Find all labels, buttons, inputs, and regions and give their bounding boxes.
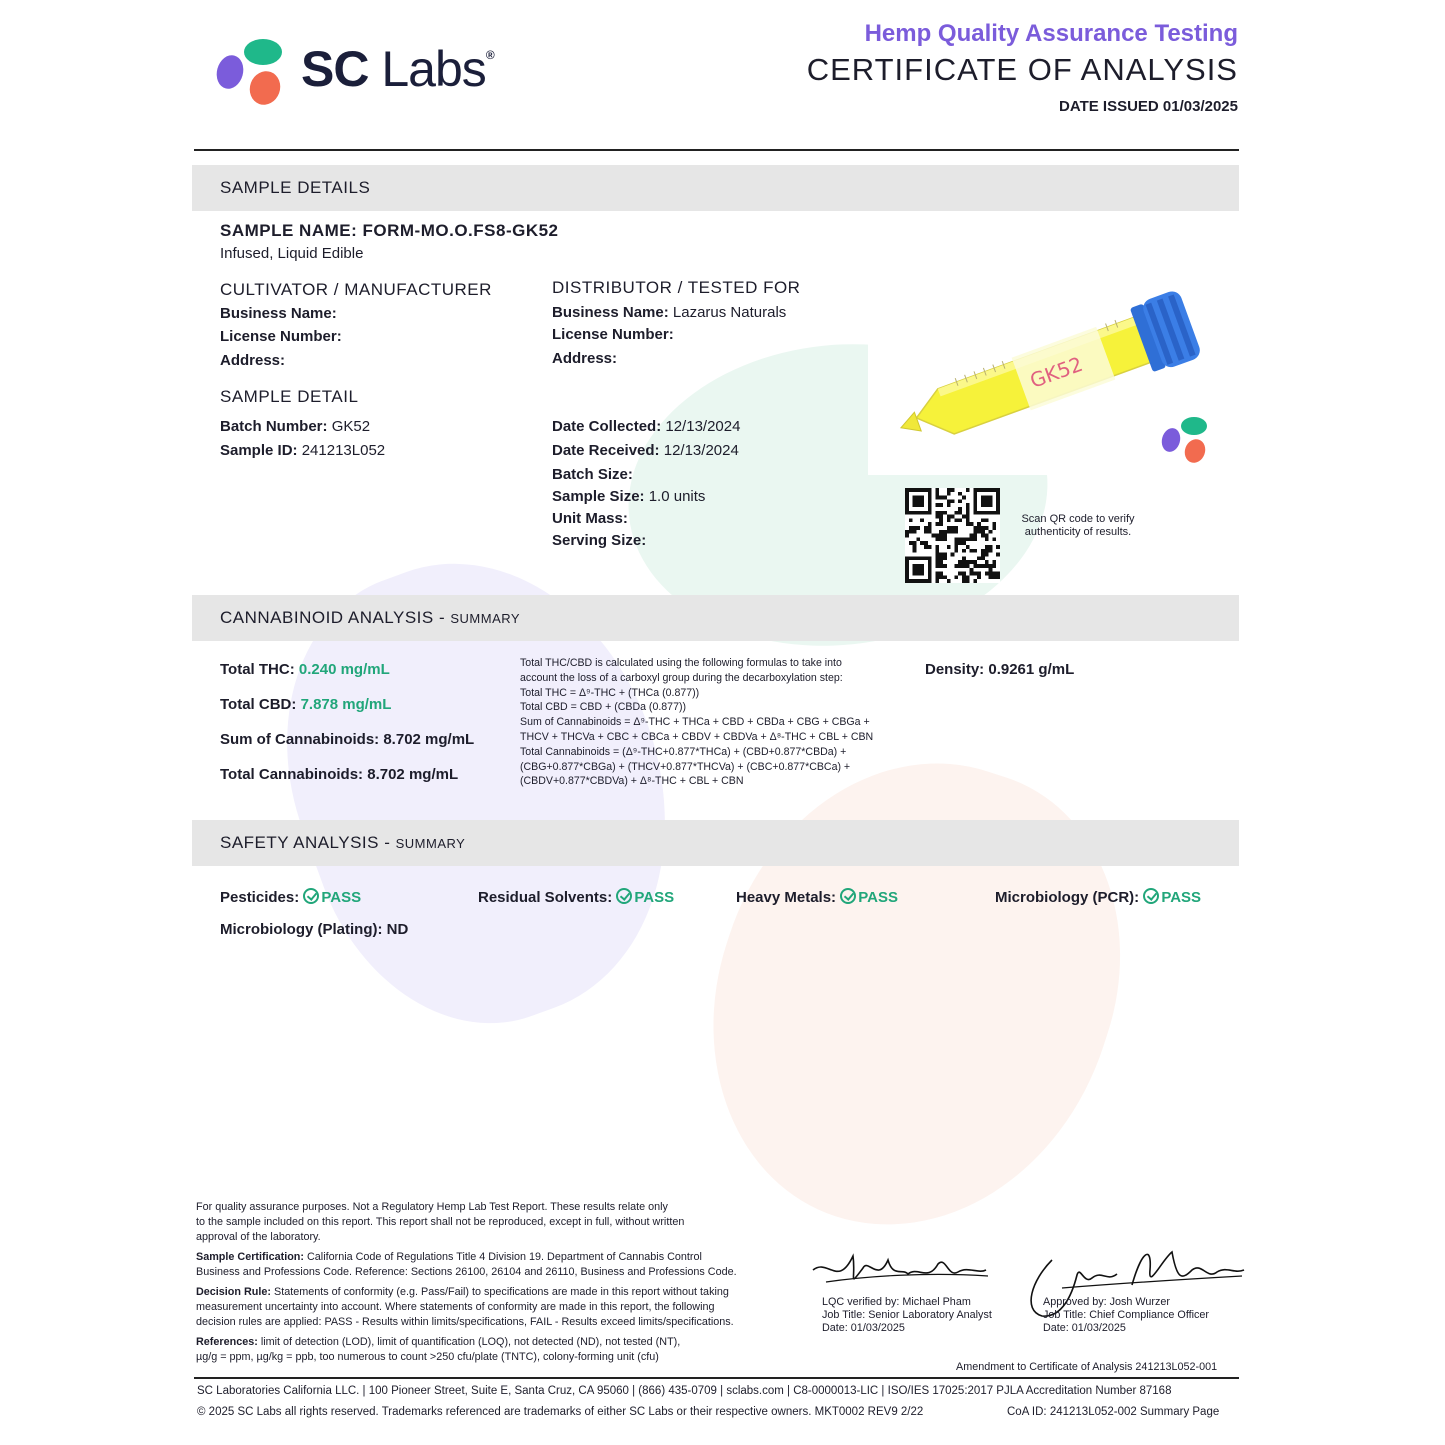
lqc-signature-image — [808, 1248, 993, 1296]
formula-line: (CBDV+0.877*CBDVa) + Δ⁸-THC + CBL + CBN — [520, 775, 744, 788]
density-value: 0.9261 g/mL — [988, 661, 1075, 678]
metals-label: Heavy Metals: — [736, 889, 837, 906]
date-received-value: 12/13/2024 — [663, 442, 739, 459]
pesticides-result — [220, 886, 361, 906]
sc-labs-logo — [215, 36, 515, 111]
cultivator-heading: CULTIVATOR / MANUFACTURER — [220, 280, 492, 299]
pass-check-icon — [303, 888, 319, 904]
metals-value: PASS — [858, 889, 898, 906]
residual-solvents-result — [478, 886, 674, 906]
header-divider — [194, 149, 1239, 151]
approved-by: Approved by: Josh Wurzer — [1043, 1296, 1171, 1308]
pesticides-label: Pesticides: — [220, 889, 300, 906]
cannabinoid-analysis-title — [220, 608, 520, 628]
qa-line: For quality assurance purposes. Not a Regulatory Hemp Lab Test Report. These results relate only — [196, 1201, 668, 1213]
sum-cannabinoids-value: 8.702 mg/mL — [383, 731, 475, 748]
ref-line: µg/g = ppm, µg/kg = ppb, too numerous to count >250 cfu/plate (TNTC), colony-forming unit (cfu) — [196, 1351, 659, 1363]
total-cbd — [220, 696, 391, 713]
amendment-note: Amendment to Certificate of Analysis 241213L052-001 — [956, 1361, 1218, 1373]
plating-label: Microbiology (Plating): — [220, 921, 383, 938]
qa-line: to the sample included on this report. This report shall not be reproduced, except in full, without written — [196, 1216, 685, 1228]
sample-details-bar — [192, 165, 1239, 211]
header-titles — [807, 20, 1238, 115]
formula-line: (CBG+0.877*CBGa) + (THCV+0.877*THCVa) + (CBC+0.877*CBCa) + — [520, 760, 851, 773]
cannabinoid-title-main: CANNABINOID ANALYSIS - — [220, 608, 451, 627]
date-collected-value: 12/13/2024 — [665, 418, 741, 435]
cultivator-license-label: License Number: — [220, 328, 342, 345]
sum-cannabinoids-label: Sum of Cannabinoids: — [220, 731, 380, 748]
qr-caption: Scan QR code to verify authenticity of results. — [1021, 513, 1135, 538]
sample-size-label: Sample Size: — [552, 488, 645, 505]
density-label: Density: — [925, 661, 985, 678]
total-cannabinoids — [220, 766, 458, 783]
solvents-value: PASS — [634, 889, 675, 906]
sample-size-value: 1.0 units — [648, 488, 706, 505]
formula-line: Sum of Cannabinoids = Δ⁹-THC + THCa + CBD + CBDa + CBG + CBGa + — [520, 716, 870, 729]
total-cannabinoids-value: 8.702 mg/mL — [367, 766, 459, 783]
cannabinoid-formula-notes — [520, 656, 900, 789]
sum-cannabinoids — [220, 731, 474, 748]
pcr-value: PASS — [1161, 889, 1202, 906]
approved-job-title: Job Title: Chief Compliance Officer — [1043, 1309, 1210, 1321]
sample-detail-heading: SAMPLE DETAIL — [220, 387, 359, 406]
cultivator-business-label: Business Name: — [220, 305, 337, 322]
formula-line: Total Cannabinoids = (Δ⁹-THC+0.877*THCa) + (CBD+0.877*CBDa) + — [520, 745, 847, 758]
footer-copyright: © 2025 SC Labs all rights reserved. Trademarks referenced are trademarks of either SC Labs or their respective owners. MKT0002 REV9 2/22 — [197, 1406, 924, 1418]
batch-size-label: Batch Size: — [552, 466, 633, 483]
batch-number-value: GK52 — [331, 418, 371, 435]
watermark-orange-blob — [657, 711, 1173, 1279]
cannabinoid-analysis-bar — [192, 595, 1239, 641]
sample-size — [552, 488, 705, 505]
distributor-heading: DISTRIBUTOR / TESTED FOR — [552, 278, 801, 297]
microbiology-plating-result — [220, 921, 408, 938]
total-thc-label: Total THC: — [220, 661, 295, 678]
sample-type: Infused, Liquid Edible — [220, 245, 364, 262]
brand-light: Labs — [381, 41, 486, 97]
date-received — [552, 442, 739, 459]
sample-id-label: Sample ID: — [220, 442, 298, 459]
density — [925, 661, 1074, 678]
lqc-job-title: Job Title: Senior Laboratory Analyst — [822, 1309, 992, 1321]
ref-line: limit of detection (LOD), limit of quantification (LOQ), not detected (ND), not tested (NT), — [257, 1336, 681, 1348]
microbiology-pcr-result — [995, 886, 1201, 906]
safety-title-main: SAFETY ANALYSIS - — [220, 833, 396, 852]
pass-check-icon — [616, 888, 632, 904]
date-collected-label: Date Collected: — [552, 418, 662, 435]
pcr-label: Microbiology (PCR): — [995, 889, 1140, 906]
formula-line: Total CBD = CBD + (CBDa (0.877)) — [520, 701, 687, 714]
header-subtitle: Hemp Quality Assurance Testing — [864, 20, 1238, 47]
pesticides-value: PASS — [321, 889, 362, 906]
brand-mark: ® — [485, 48, 494, 62]
safety-analysis-bar — [192, 820, 1239, 866]
decision-line: measurement uncertainty into account. Where statements of conformity are made in this report, the following — [196, 1301, 715, 1313]
references — [196, 1335, 776, 1365]
solvents-label: Residual Solvents: — [478, 889, 613, 906]
footer-divider — [194, 1377, 1239, 1379]
approved-date: Date: 01/03/2025 — [1043, 1322, 1126, 1334]
sample-certification — [196, 1250, 776, 1280]
cultivator-address-label: Address: — [220, 352, 286, 369]
distributor-business-value: Lazarus Naturals — [672, 304, 787, 321]
batch-number-label: Batch Number: — [220, 418, 328, 435]
total-cbd-label: Total CBD: — [220, 696, 297, 713]
date-collected — [552, 418, 740, 435]
pass-check-icon — [840, 888, 856, 904]
footer-coa-id: CoA ID: 241213L052-002 Summary Page — [1007, 1406, 1220, 1418]
cert-line: California Code of Regulations Title 4 Division 19. Department of Cannabis Control — [304, 1251, 702, 1263]
unit-mass-label: Unit Mass: — [552, 510, 628, 527]
lqc-date: Date: 01/03/2025 — [822, 1322, 905, 1334]
qa-disclaimer — [196, 1200, 776, 1245]
approval-block — [1043, 1296, 1243, 1335]
total-cbd-value: 7.878 mg/mL — [300, 696, 392, 713]
lqc-block — [822, 1296, 1022, 1335]
logo-wordmark — [301, 40, 494, 98]
sample-id — [220, 442, 385, 459]
batch-number — [220, 418, 370, 435]
cert-line: Business and Professions Code. Reference: Sections 26100, 26104 and 26110, Business and Professions Code. — [196, 1266, 737, 1278]
distributor-address-label: Address: — [552, 350, 618, 367]
distributor-license-label: License Number: — [552, 326, 674, 343]
qr-code-icon[interactable] — [905, 488, 1000, 583]
safety-title-suffix: SUMMARY — [395, 836, 466, 851]
formula-line: Total THC/CBD is calculated using the following formulas to take into — [520, 657, 842, 669]
date-received-label: Date Received: — [552, 442, 660, 459]
ref-label: References: — [196, 1336, 258, 1348]
lqc-verified-by: LQC verified by: Michael Pham — [822, 1296, 971, 1308]
decision-line: decision rules are applied: PASS - Results within limits/specifications, FAIL - Results exceed limits/specifications. — [196, 1316, 734, 1328]
sample-id-value: 241213L052 — [301, 442, 386, 459]
total-cannabinoids-label: Total Cannabinoids: — [220, 766, 364, 783]
sample-tube-image — [868, 280, 1220, 475]
total-thc-value: 0.240 mg/mL — [298, 661, 390, 678]
decision-rule — [196, 1285, 776, 1330]
brand-bold: SC — [301, 41, 369, 97]
cannabinoid-title-suffix: SUMMARY — [450, 611, 521, 626]
logo-dots-icon — [215, 36, 287, 108]
formula-line: account the loss of a carboxyl group during the decarboxylation step: — [520, 671, 843, 684]
safety-analysis-title — [220, 833, 465, 853]
sample-name: SAMPLE NAME: FORM-MO.O.FS8-GK52 — [220, 221, 559, 240]
heavy-metals-result — [736, 886, 898, 906]
formula-line: THCV + THCVa + CBC + CBCa + CBDV + CBDVa + Δ⁸-THC + CBL + CBN — [520, 730, 874, 743]
tube-label: GK52 — [1026, 351, 1086, 393]
decision-label: Decision Rule: — [196, 1286, 271, 1298]
serving-size-label: Serving Size: — [552, 532, 647, 549]
distributor-business-label: Business Name: — [552, 304, 669, 321]
formula-line: Total THC = Δ⁹-THC + (THCa (0.877)) — [520, 686, 700, 699]
footer-address: SC Laboratories California LLC. | 100 Pioneer Street, Suite E, Santa Cruz, CA 95060 | (866) 435-0709 | sclabs.com | C8-0000013-LIC | ISO/IES 17025:2017 PJLA Accreditation Number 87168 — [197, 1385, 1172, 1397]
plating-value: ND — [386, 921, 409, 938]
pass-check-icon — [1143, 888, 1159, 904]
decision-line: Statements of conformity (e.g. Pass/Fail) to specifications are made in this report without taking — [271, 1286, 729, 1298]
distributor-business — [552, 304, 786, 321]
sample-details-title: SAMPLE DETAILS — [220, 178, 371, 197]
qa-line: approval of the laboratory. — [196, 1231, 321, 1243]
header-title: CERTIFICATE OF ANALYSIS — [806, 52, 1238, 87]
total-thc — [220, 661, 390, 678]
cert-label: Sample Certification: — [196, 1251, 304, 1263]
date-issued: DATE ISSUED 01/03/2025 — [1059, 98, 1238, 115]
